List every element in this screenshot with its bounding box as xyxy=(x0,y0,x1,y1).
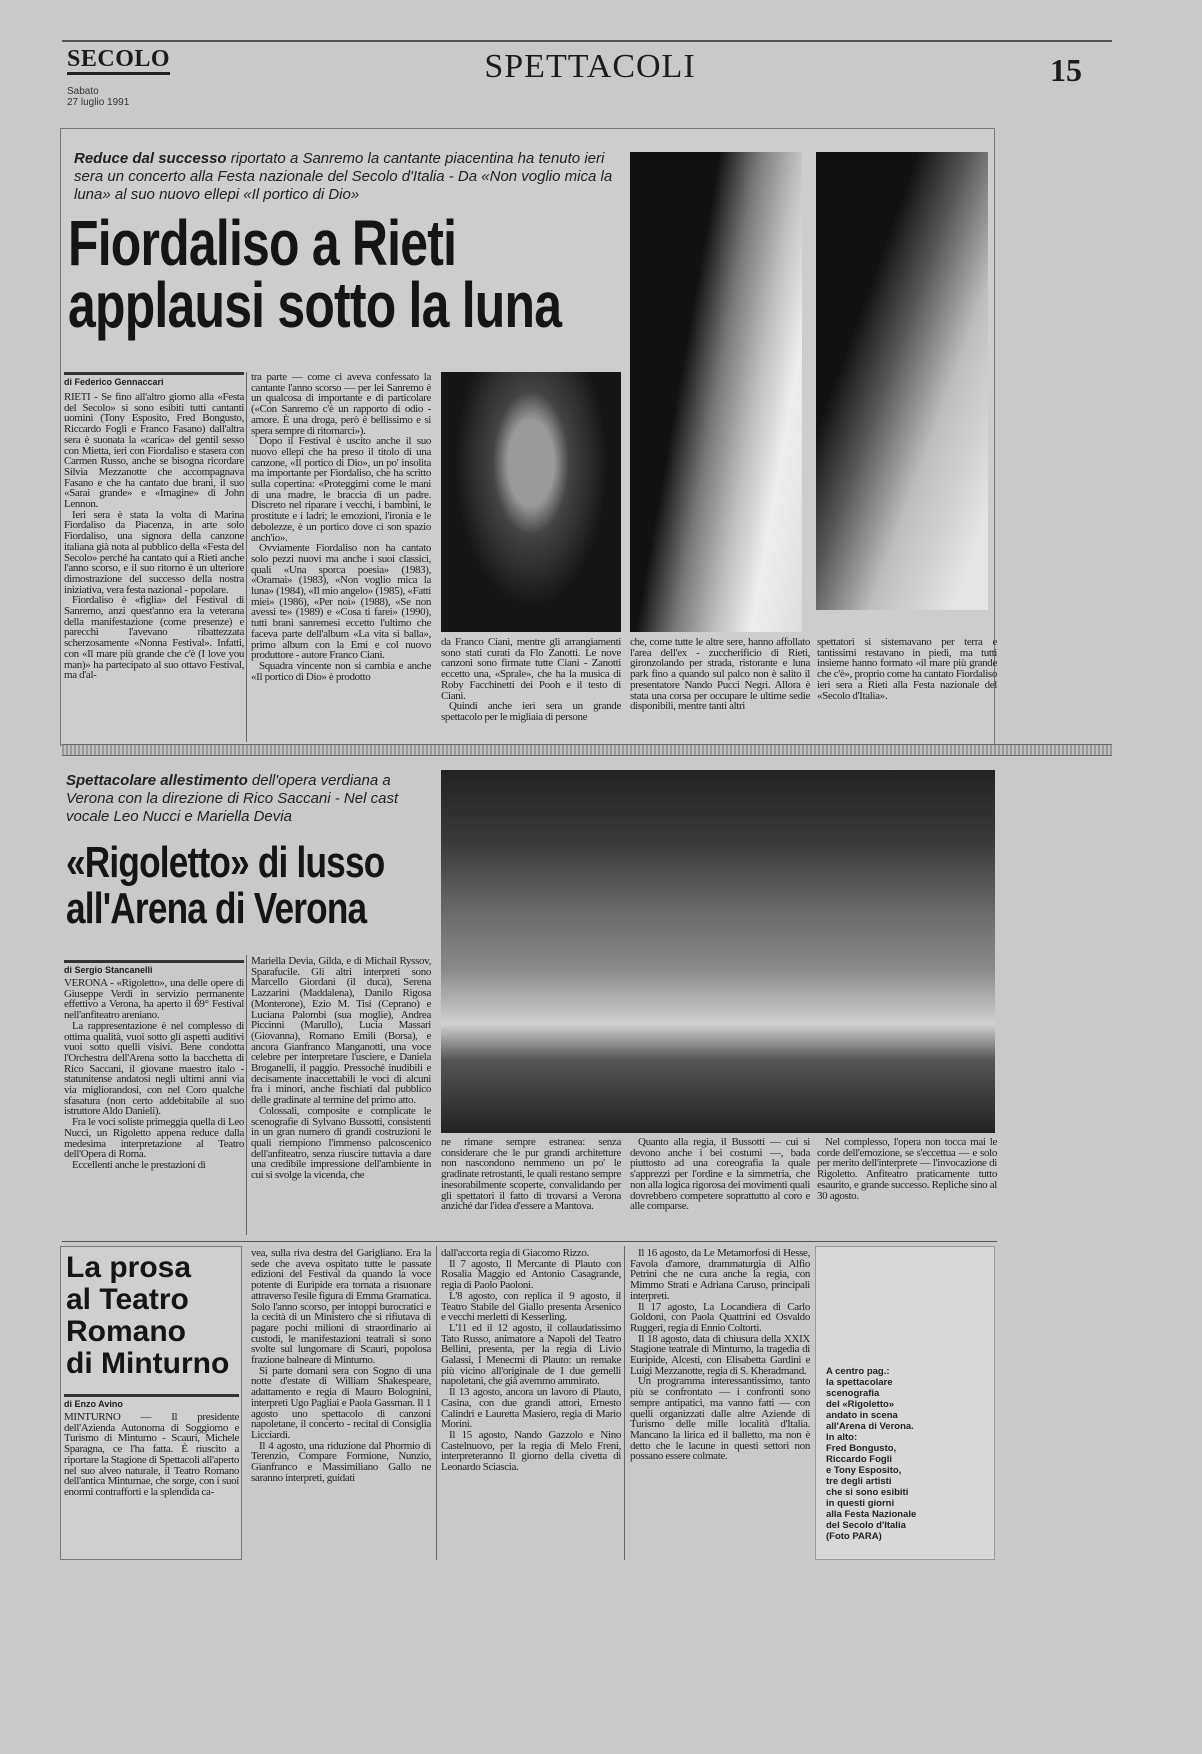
article1-column-3: da Franco Ciani, mentre gli arrangiamenti sono stati curati da Flo Zanotti. Le nove canzoni sono firmate tutte Ciani - Zanotti eccetto una, «Sprale», che ha la musica di Roby Facchinetti dei Pooh e il testo di Ciani. Quindi anche ieri sera un grande spettacolo per le migliaia di persone xyxy=(441,636,621,723)
article2-column-2: Mariella Devia, Gilda, e di Michail Ryssov, Sparafucile. Gli altri interpreti sono Marcello Giordani (il duca), Serena Lazzarini (Maddalena), Danilo Rigosa (Monterone), Ezio M. Tisi (Ceprano) e Luciana Palombi (sua moglie), Andrea Piccinni (Marullo), Lucia Massari (Giovanna), Romano Emili (Borsa), e ancora Gianfranco Manganotti, una voce celebre per interpretare l'usciere, e Daniela Broganelli, il paggio. Pressoché inudibili e decisamente inaccettabili le voci di alcuni fra i minori, anche fischiati dal pubblico delle gradinate al termine del primo atto. Colossali, composite e complicate le scenografie di Sylvano Bussotti, consistenti in un gran numero di grandi costruzioni le quali riempiono l'immenso palcoscenico dell'anfiteatro, senza riuscire tuttavia a dare una credibile impressione dell'ambiente in cui si svolge la vicenda, che xyxy=(251,955,431,1182)
article1-column-4: che, come tutte le altre sere, hanno affollato l'area dell'ex - zuccherificio di Rieti, gironzolando per strada, ristorante e luna park fino a quando sul palco non è salito il presentatore Nando Pucci Negri. Allora è stata una corsa per occupare le ultime sedie disponibili, mentre tanti altri xyxy=(630,636,810,713)
article2-column-4: Quanto alla regia, il Bussotti — cui si devono anche i bei costumi —, bada piuttosto ad una coreografia la quale s'apprezzi per l'ordine e la simmetria, che non alla logica rigorosa dei movimenti quali dovrebbero competere soprattutto al coro e alle comparse. xyxy=(630,1136,810,1213)
article3-byline: di Enzo Avino xyxy=(64,1394,239,1409)
article2-column-1: VERONA - «Rigoletto», una delle opere di Giuseppe Verdi in servizio permanente effettivo a Verona, ha aperto il 69° Festival nell'anfiteatro areniano. La rappresentazione è nel complesso di ottima qualità, vuoi sotto gli aspetti auditivi vuoi sotto quelli visivi. Bene condotta l'Orchestra dell'Arena sotto la bacchetta di Rico Saccani, il giovane maestro italo - statunitense andatosi negli ultimi anni via via migliorandosi, con nel Coro qualche sfasatura (non certo addebitabile al suo istruttore Aldo Danieli). Fra le voci soliste primeggia quella di Leo Nucci, un Rigoletto appena reduce dalla medesima interpretazione al Teatro dell'Opera di Roma. Eccellenti anche le prestazioni di xyxy=(64,977,244,1171)
article1-deck: Reduce dal successo riportato a Sanremo la cantante piacentina ha tenuto ieri sera un concerto alla Festa nazionale del Secolo d'Italia - Da «Non voglio mica la luna» al suo nuovo ellepi «Il portico di Dio» xyxy=(74,150,613,203)
article2-byline: di Sergio Stancanelli xyxy=(64,960,244,975)
article1-column-2: tra parte — come ci aveva confessato la cantante l'anno scorso — per lei Sanremo è un qualcosa di importante e di particolare («Con Sanremo c'è un rapporto di odio - amore. È una droga, però è bellissimo e si spera sempre di ritornarci»). Dopo il Festival è uscito anche il suo nuovo ellepi che ha preso il titolo di una canzone, «Il portico di Dio», un po' insolita ma importante per Fiordaliso, che ha scritto sulla copertina: «Proteggimi come le mani di una madre, le braccia di un padre. Discreto nel riparare i vecchi, i bambini, le prostitute e i ladri; le emozioni, l'ironia e le debolezze, è un portico dove ci son spazio anch'io». Ovviamente Fiordaliso non ha cantato solo pezzi nuovi ma anche i suoi classici, quali «Una sporca poesia» (1983), «Oramai» (1983), «Non voglio mica la luna» (1984), «Il mio angelo» (1985), «Fatti miei» (1986), «Per noi» (1988), «Se non avessi te» (1989) e «Cosa ti farei» (1990), tutti brani sanremesi eccetto l'ultimo che faceva parte dell'album «La vita si balla», primo album con la Emi e col nuovo produttore - autore Franco Ciani. Squadra vincente non si cambia e anche «Il portico di Dio» è prodotto xyxy=(251,371,431,683)
section-title: SPETTACOLI xyxy=(484,48,696,85)
article1-column-5: spettatori si sistemavano per terra e tantissimi restavano in piedi, ma tutti insieme hanno formato «il mare più grande che c'è», proprio come ha cantato Fiordaliso ieri sera a Rieti alla Festa nazionale del «Secolo d'Italia». xyxy=(817,636,997,702)
masthead-logo: SECOLO xyxy=(67,46,170,75)
article2-column-3: ne rimane sempre estranea: senza considerare che le pur grandi architetture non nascondono nemmeno un po' le gradinate retrostanti, le quali restano sempre inesorabilmente scoperte, convalidando per gli spettatori il fatto di trovarsi a Verona anziché dar l'idea d'essere a Mantova. xyxy=(441,1136,621,1213)
article2-deck: Spettacolare allestimento dell'opera verdiana a Verona con la direzione di Rico Saccani - Nel cast vocale Leo Nucci e Mariella Devia xyxy=(66,772,399,825)
article2-column-5: Nel complesso, l'opera non tocca mai le corde dell'emozione, se s'eccettua — e solo per merito dell'interprete — l'invocazione di Rigoletto. Anfiteatro praticamente tutto esaurito, e grande successo. Repliche sino al 30 agosto. xyxy=(817,1136,997,1202)
article3-column-1: MINTURNO — Il presidente dell'Azienda Autonoma di Soggiorno e Turismo di Minturno - Scauri, Michele Sparagna, ce l'ha fatta. È riuscito a riportare la Stagione di Spettacoli all'aperto nel suo alveo naturale, il Teatro Romano dell'antica Minturnae, che sorge, con i suoi enormi contrafforti e la splendida ca- xyxy=(64,1411,239,1498)
article1-headline: Fiordaliso a Rieti applausi sotto la luna xyxy=(68,207,562,341)
photo-rigoletto-stage xyxy=(441,770,995,1133)
photo-caption: A centro pag.: la spettacolare scenografia del «Rigoletto» andato in scena all'Arena di Verona. In alto: Fred Bongusto, Riccardo Fogli e Tony Esposito, tre degli artisti che si sono esibiti in questi giorni alla Festa Nazionale del Secolo d'Italia (Foto PARA) xyxy=(826,1366,917,1542)
article3-column-3: dall'accorta regia di Giacomo Rizzo. Il 7 agosto, Il Mercante di Plauto con Rosalia Maggio ed Antonio Casagrande, regia di Paolo Paoloni. L'8 agosto, con replica il 9 agosto, il Teatro Stabile del Giallo presenta Arsenico e vecchi merletti di Kesserling. L'11 ed il 12 agosto, il collaudatissimo Tato Russo, animatore a Napoli del Teatro Bellini, presenta, per la regia di Livio Galassi, I Menecmi di Plauto: un remake più vicino all'originale de I due gemelli napoletani, che già avemmo ammirato. Il 13 agosto, ancora un lavoro di Plauto, Casina, con due grandi attori, Ernesto Calindri e Lauretta Masiero, regia di Mario Morini. Il 15 agosto, Nando Gazzolo e Nino Castelnuovo, per la regia di Melo Freni, interpreteranno Il giorno della civetta di Leonardo Sciascia. xyxy=(441,1247,621,1474)
article3-headline: La prosa al Teatro Romano di Minturno xyxy=(66,1251,230,1380)
photo-singer-2 xyxy=(630,152,802,632)
article1-column-1: RIETI - Se fino all'altro giorno alla «Festa del Secolo» si sono esibiti tutti cantanti uomini (Tony Esposito, Fred Bongusto, Riccardo Fogli e Franco Fasano) dall'altra sera è suonata la «carica» del gentil sesso con Mietta, ieri con Fiordaliso e stasera con Carmen Russo, anche se bisogna ricordare Silvia Mezzanotte che accompagnava Fasano e che ha cantato due brani, il suo «Sarai grande» e «Imagine» di John Lennon. Ieri sera è stata la volta di Marina Fiordaliso da Piacenza, in arte solo Fiordaliso, una signora della canzone italiana già nota al pubblico della «Festa del Secolo» perché ha cantato qui a Rieti anche l'anno scorso, e il suo ritorno è un ulteriore dimostrazione del successo della nostra iniziativa, vera festa nazional - popolare. Fiordaliso è «figlia» del Festival di Sanremo, anzi quest'anno era la veterana della manifestazione (come presenze) e parecchi l'avevano ribattezzata scherzosamente «Nonna Festival». Infatti, con «Il mare più grande che c'è (I love you man)» ha partecipato al suo ottavo Festival, ma d'al- xyxy=(64,391,244,682)
photo-singer-3 xyxy=(816,152,988,610)
dateline xyxy=(67,86,129,108)
issue-day: Sabato xyxy=(67,86,99,97)
section-divider xyxy=(62,744,1112,756)
page-number: 15 xyxy=(1050,52,1082,88)
issue-date: 27 luglio 1991 xyxy=(67,97,130,108)
article3-column-2: vea, sulla riva destra del Garigliano. Era la sede che aveva ospitato tutte le passate edizioni del Festival da quando la voce potente di Euripide era tornata a risuonare attraverso l'esile figura di Emma Gramatica. Solo l'anno scorso, per intoppi burocratici e la cecità di un Ministero che si rifiutava di pagare pochi milioni di straordinario ai custodi, le manifestazioni teatrali si sono svolte sul lungomare di Scauri, popolosa frazione balneare di Minturno. Si parte domani sera con Sogno di una notte d'estate di William Shakespeare, adattamento e regia di Mauro Bolognini, interpreti Ugo Pagliai e Paola Gassman. Il 1 agosto uno spettacolo di canzoni napoletane, il concerto - recital di Consiglia Licciardi. Il 4 agosto, una riduzione dal Phormio di Terenzio, Compare Formione, Nunzio, Gianfranco e Massimiliano Gallo ne saranno interpreti, guidati xyxy=(251,1247,431,1484)
article1-byline: di Federico Gennaccari xyxy=(64,372,244,387)
article2-headline: «Rigoletto» di lusso all'Arena di Verona xyxy=(66,838,385,933)
photo-singer-1 xyxy=(441,372,621,632)
article3-column-4: Il 16 agosto, da Le Metamorfosi di Hesse, Favola d'amore, drammaturgia di Alfio Petrini che ne cura anche la regia, con Mimmo Strati e Adriana Caruso, principali interpreti. Il 17 agosto, La Locandiera di Carlo Goldoni, con Paola Quattrini ed Osvaldo Ruggeri, regia di Ennio Coltorti. Il 18 agosto, data di chiusura della XXIX Stagione teatrale di Minturno, la tragedia di Euripide, Alcesti, con Elisabetta Gardini e Luigi Mezzanotte, regia di S. Kheradmand. Un programma interessantissimo, tanto più se confrontato — i confronti sono sempre antipatici, ma vanno fatti — con quelli organizzati dalle altre Aziende di Turismo delle mille località d'Italia. Mancano la lirica ed il balletto, ma non è detto che le lacune in questi settori non possano essere colmate. xyxy=(630,1247,810,1463)
